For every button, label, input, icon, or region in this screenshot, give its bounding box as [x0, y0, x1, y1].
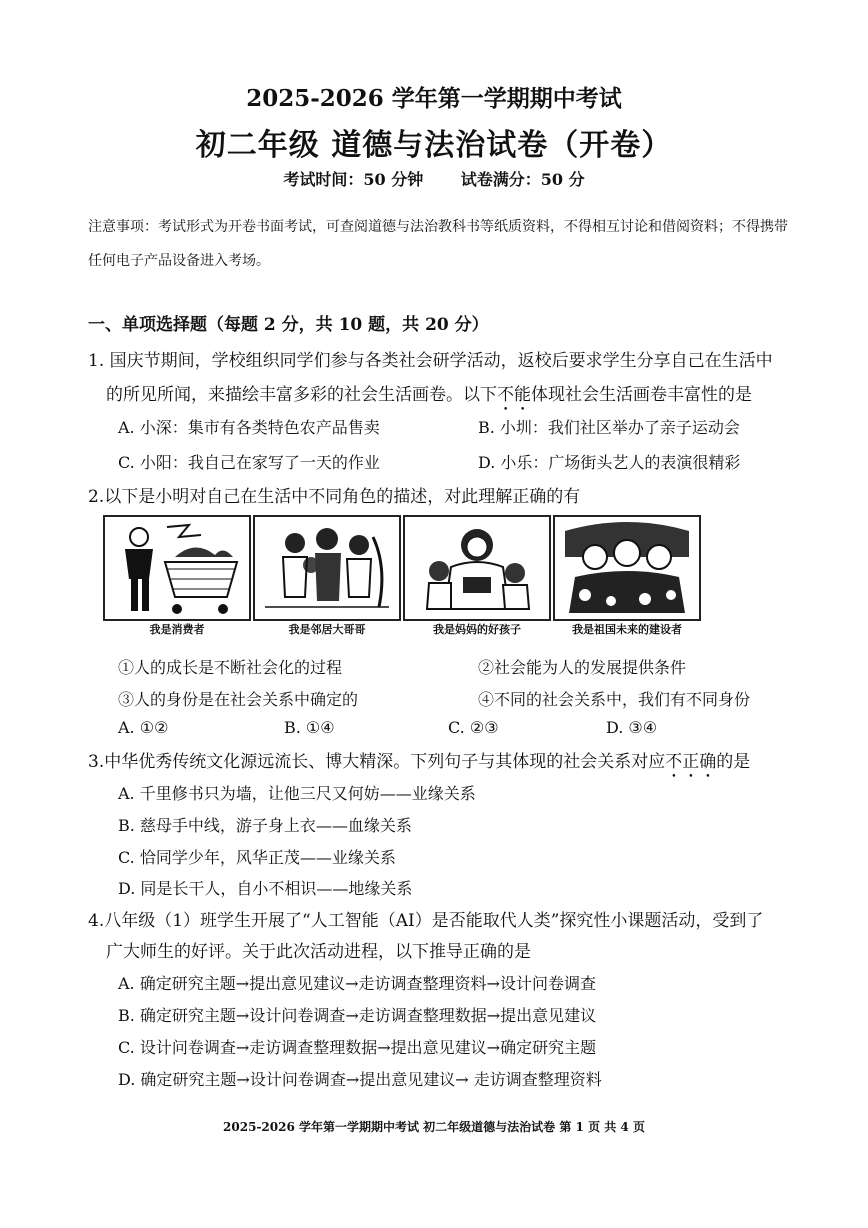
exam-meta — [0, 167, 868, 190]
q3-option-c: C. 恰同学少年，风华正茂——业缘关系 — [118, 848, 396, 867]
caption-future-builder: 我是祖国未来的建设者 — [572, 623, 682, 636]
q3-stem: 3.中华优秀传统文化源远流长、博大精深。下列句子与其体现的社会关系对应不正确的是 — [88, 752, 751, 772]
q1-option-d: D. 小乐：广场街头艺人的表演很精彩 — [478, 453, 741, 472]
q1-line1: 1. 国庆节期间，学校组织同学们参与各类社会研学活动，返校后要求学生分享自己在生活中 — [88, 351, 773, 371]
q3-option-b: B. 慈母手中线，游子身上衣——血缘关系 — [118, 816, 412, 835]
q2-statement-1: ①人的成长是不断社会化的过程 — [118, 658, 343, 677]
exam-title: 2025-2026 学年第一学期期中考试 — [246, 85, 622, 112]
q3-option-d: D. 同是长干人，自小不相识——地缘关系 — [118, 879, 413, 898]
q1-option-b: B. 小圳：我们社区举办了亲子运动会 — [478, 418, 740, 437]
exam-subtitle: 初二年级 道德与法治试卷（开卷） — [195, 128, 673, 163]
exam-time: 考试时间：50 分钟 — [283, 170, 424, 189]
caption-neighbor: 我是邻居大哥哥 — [288, 623, 366, 636]
q4-option-d: D. 确定研究主题→设计问卷调查→提出意见建议→ 走访调查整理资料 — [118, 1070, 602, 1089]
q2-stem: 2.以下是小明对自己在生活中不同角色的描述，对此理解正确的有 — [88, 487, 581, 507]
q2-statement-4: ④不同的社会关系中，我们有不同身份 — [478, 690, 751, 709]
q4-option-a: A. 确定研究主题→提出意见建议→走访调查整理资料→设计问卷调查 — [118, 974, 596, 993]
q2-option-b: B. ①④ — [284, 718, 335, 737]
illustration-consumer — [103, 515, 251, 621]
section-heading: 一、单项选择题（每题 2 分，共 10 题，共 20 分） — [88, 315, 489, 335]
page-footer: 2025-2026 学年第一学期期中考试 初二年级道德与法治试卷 第 1 页 共 4 页 — [223, 1120, 645, 1134]
illustration-mother-child — [403, 515, 551, 621]
q3-option-a: A. 千里修书只为墙，让他三尺又何妨——业缘关系 — [118, 784, 476, 803]
q2-option-d: D. ③④ — [606, 718, 658, 737]
q2-option-a: A. ①② — [118, 718, 169, 737]
q2-statement-3: ③人的身份是在社会关系中确定的 — [118, 690, 359, 709]
caption-consumer: 我是消费者 — [149, 623, 205, 636]
q4-line2: 广大师生的好评。关于此次活动进程，以下推导正确的是 — [106, 942, 531, 962]
q2-option-c: C. ②③ — [448, 718, 499, 737]
notice-text: 注意事项：考试形式为开卷书面考试，可查阅道德与法治教科书等纸质资料，不得相互讨论和借阅资料；不得携带任何电子产品设备进入考场。 — [88, 219, 788, 269]
q1-option-a: A. 小深：集市有各类特色农产品售卖 — [118, 418, 380, 437]
q2-statement-2: ②社会能为人的发展提供条件 — [478, 658, 687, 677]
illustration-future-builder — [553, 515, 701, 621]
caption-mother-child: 我是妈妈的好孩子 — [433, 623, 521, 636]
q1-line2: 的所见所闻，来描绘丰富多彩的社会生活画卷。以下不能体现社会生活画卷丰富性的是 — [106, 385, 752, 405]
q4-line1: 4.八年级（1）班学生开展了“人工智能（AI）是否能取代人类”探究性小课题活动，受到了 — [88, 911, 764, 931]
q1-emphasis: 不能 — [497, 385, 531, 405]
q4-option-b: B. 确定研究主题→设计问卷调查→走访调查整理数据→提出意见建议 — [118, 1006, 597, 1025]
q1-option-c: C. 小阳：我自己在家写了一天的作业 — [118, 453, 380, 472]
illustration-neighbor — [253, 515, 401, 621]
q4-option-c: C. 设计问卷调查→走访调查整理数据→提出意见建议→确定研究主题 — [118, 1038, 597, 1057]
q3-emphasis: 不正确 — [665, 752, 717, 772]
exam-score: 试卷满分：50 分 — [460, 170, 585, 189]
q2-illustrations — [103, 515, 699, 619]
